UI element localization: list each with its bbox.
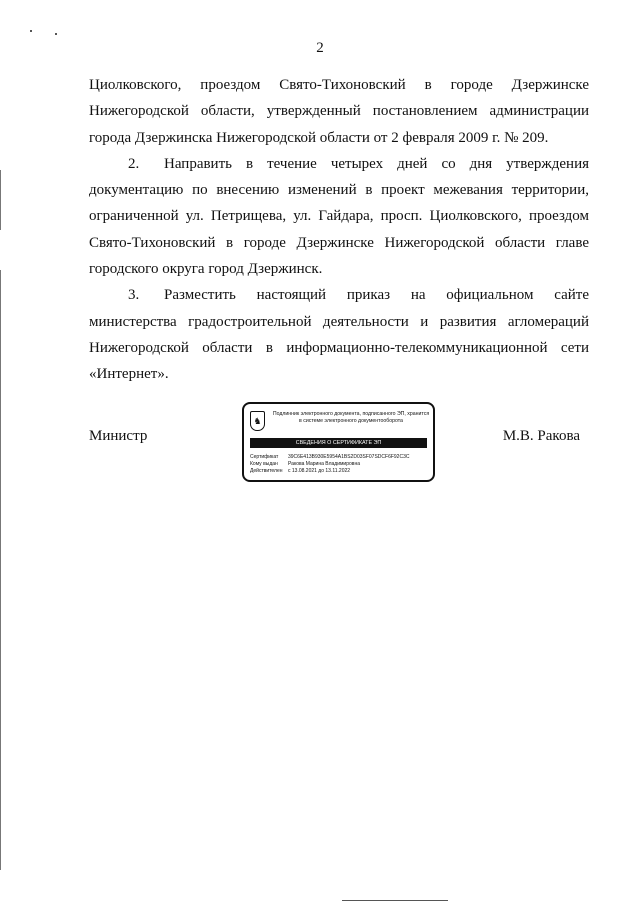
item-text: Направить в течение четырех дней со дня утверждения документацию по внесению изменений в проект межевания территории, ограниченной ул. Петрищева, ул. Гайдара, просп. Циолковского, проездом Свято-Тихоновский в городе Дзержинске Нижегородской области главе городского округа город Дзержинск.	[89, 155, 589, 278]
scan-mark	[55, 33, 57, 35]
stamp-row	[250, 468, 430, 475]
item-number: 3.	[128, 287, 140, 304]
stamp-value: 39C6E413B930E5954A1BS2D03SF07SDCF6F92C3C	[288, 454, 410, 460]
paragraph-lead: Циолковского, проездом Свято-Тихоновский в городе Дзержинске Нижегородской области, утвержденный постановлением администрации города Дзержинска Нижегородской области от 2 февраля 2009 г. № 209.	[89, 77, 589, 146]
list-item	[89, 282, 589, 387]
stamp-key: Кому выдан	[250, 461, 278, 468]
stamp-row	[250, 454, 430, 461]
item-number: 2.	[128, 155, 140, 172]
stamp-value: Ракова Марина Владимировна	[288, 461, 360, 468]
stamp-header-text: Подлинник электронного документа, подписанного ЭП, хранится в системе электронного документооборота	[272, 411, 430, 424]
stamp-details	[250, 454, 430, 476]
stamp-key: Действителен	[250, 468, 283, 475]
page-number: 2	[316, 40, 324, 56]
list-item	[89, 151, 589, 282]
scan-edge-line	[0, 270, 1, 870]
signer-position: Министр	[89, 428, 148, 444]
item-text: Разместить настоящий приказ на официальном сайте министерства градостроительной деятельности и развития агломераций Нижегородской области в информационно-телекоммуникационной сети «Интернет».	[89, 287, 589, 383]
electronic-signature-stamp	[242, 402, 435, 482]
stamp-title-bar: СВЕДЕНИЯ О СЕРТИФИКАТЕ ЭП	[250, 438, 427, 448]
document-body	[89, 72, 589, 388]
scan-mark	[30, 30, 32, 32]
scan-edge-line	[0, 170, 1, 230]
stamp-value: с 13.08.2021 до 13.11.2022	[288, 468, 351, 475]
coat-of-arms-icon: ♞	[250, 411, 265, 431]
stamp-key: Сертификат	[250, 454, 279, 460]
signer-name: М.В. Ракова	[502, 428, 580, 444]
scan-bottom-line	[342, 900, 448, 901]
